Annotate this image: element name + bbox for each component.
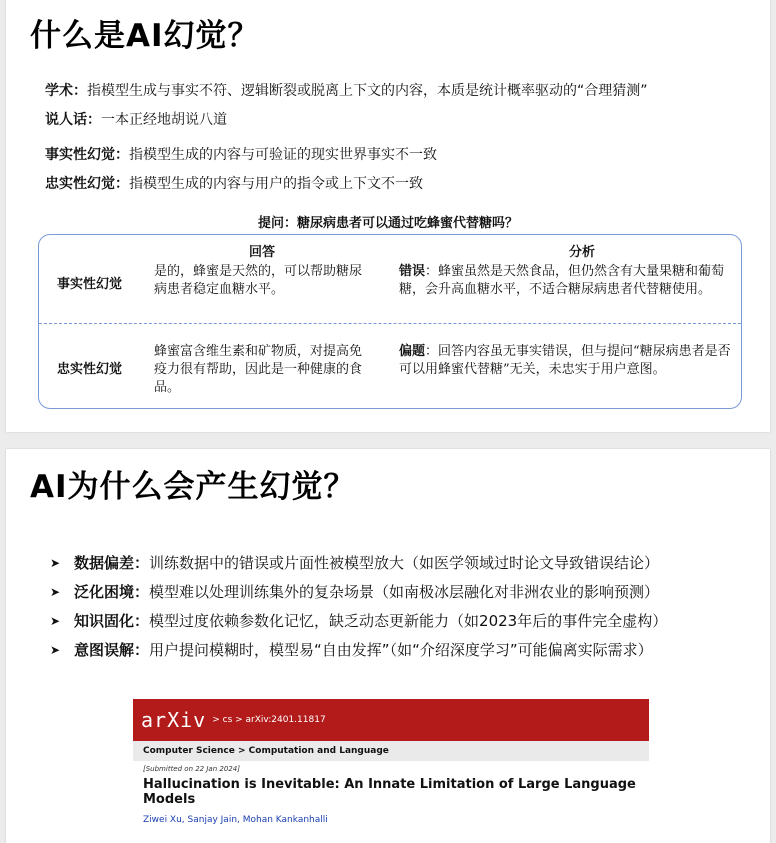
- list-item: [50, 578, 667, 607]
- bullet-sep: ：: [134, 583, 150, 601]
- slide-title: AI为什么会产生幻觉？: [30, 469, 356, 505]
- bullet-label: 意图误解: [74, 641, 135, 659]
- arrow-bullet-icon: ➤: [50, 643, 61, 657]
- def-label: 忠实性幻觉: [45, 176, 115, 192]
- def-sep: ：: [73, 83, 87, 99]
- arrow-bullet-icon: ➤: [50, 556, 61, 570]
- list-item: [50, 549, 667, 578]
- bullet-sep: ：: [134, 612, 150, 630]
- def-text: 一本正经地胡说八道: [101, 112, 227, 128]
- def-sep: ：: [115, 147, 129, 163]
- def-label: 事实性幻觉: [45, 147, 115, 163]
- example-question: 提问：糖尿病患者可以通过吃蜂蜜代替糖吗？: [257, 216, 518, 231]
- cause-list: [50, 549, 667, 665]
- arrow-bullet-icon: ➤: [50, 614, 61, 628]
- def-academic: [45, 80, 648, 100]
- list-item: [50, 607, 667, 636]
- arxiv-breadcrumb[interactable]: > cs > arXiv:2401.11817: [212, 715, 326, 725]
- list-item: [50, 636, 667, 665]
- def-factual: [45, 144, 437, 164]
- slide-what-is-hallucination: [6, 0, 770, 432]
- slide-why-hallucination: [6, 449, 770, 843]
- comparison-table: [38, 234, 742, 409]
- analysis-faithfulness: [399, 343, 734, 379]
- analysis-tag: 偏题: [399, 344, 426, 359]
- arxiv-submitted: [Submitted on 22 Jan 2024]: [143, 765, 240, 773]
- def-text: 指模型生成与事实不符、逻辑断裂或脱离上下文的内容，本质是统计概率驱动的“合理猜测”: [87, 83, 648, 99]
- arxiv-header-bar: [133, 699, 649, 741]
- arxiv-screenshot: [133, 699, 649, 825]
- bullet-text: 模型难以处理训练集外的复杂场景（如南极冰层融化对非洲农业的影响预测）: [149, 583, 660, 601]
- arrow-bullet-icon: ➤: [50, 585, 61, 599]
- slide-title: 什么是AI幻觉？: [30, 18, 260, 54]
- row-label-faithfulness: 忠实性幻觉: [57, 362, 123, 377]
- analysis-factual: [399, 263, 734, 299]
- bullet-label: 数据偏差: [74, 554, 135, 572]
- bullet-sep: ：: [134, 641, 150, 659]
- header-analysis: 分析: [569, 245, 596, 260]
- row-divider: [39, 323, 741, 324]
- header-answer: 回答: [249, 245, 276, 260]
- analysis-text: ：回答内容虽无事实错误，但与提问“糖尿病患者是否可以用蜂蜜代替糖”无关，未忠实于用户意图。: [399, 344, 731, 377]
- def-label: 学术: [45, 83, 73, 99]
- answer-factual: 是的，蜂蜜是天然的，可以帮助糖尿病患者稳定血糖水平。: [154, 264, 363, 297]
- arxiv-logo[interactable]: arXiv: [141, 708, 207, 732]
- def-text: 指模型生成的内容与用户的指令或上下文不一致: [129, 176, 423, 192]
- bullet-text: 训练数据中的错误或片面性被模型放大（如医学领域过时论文导致错误结论）: [149, 554, 660, 572]
- row-label-factual: 事实性幻觉: [57, 277, 123, 292]
- bullet-sep: ：: [134, 554, 150, 572]
- bullet-text: 用户提问模糊时，模型易“自由发挥”（如“介绍深度学习”可能偏离实际需求）: [149, 641, 653, 659]
- analysis-tag: 错误: [399, 264, 426, 279]
- def-faithfulness: [45, 173, 423, 193]
- def-plain: [45, 109, 227, 129]
- bullet-text: 模型过度依赖参数化记忆，缺乏动态更新能力（如2023年后的事件完全虚构）: [149, 612, 668, 630]
- arxiv-subject: Computer Science > Computation and Language: [133, 741, 649, 761]
- arxiv-authors[interactable]: Ziwei Xu, Sanjay Jain, Mohan Kankanhalli: [143, 815, 328, 825]
- def-label: 说人话: [45, 112, 87, 128]
- bullet-label: 知识固化: [74, 612, 135, 630]
- answer-faithfulness: 蜂蜜富含维生素和矿物质，对提高免疫力很有帮助，因此是一种健康的食品。: [154, 344, 363, 395]
- arxiv-paper-title: Hallucination is Inevitable: An Innate Limitation of Large Language Models: [143, 777, 636, 807]
- def-text: 指模型生成的内容与可验证的现实世界事实不一致: [129, 147, 437, 163]
- def-sep: ：: [87, 112, 101, 128]
- analysis-text: ：蜂蜜虽然是天然食品，但仍然含有大量果糖和葡萄糖，会升高血糖水平，不适合糖尿病患者代替糖使用。: [399, 264, 725, 297]
- bullet-label: 泛化困境: [74, 583, 135, 601]
- def-sep: ：: [115, 176, 129, 192]
